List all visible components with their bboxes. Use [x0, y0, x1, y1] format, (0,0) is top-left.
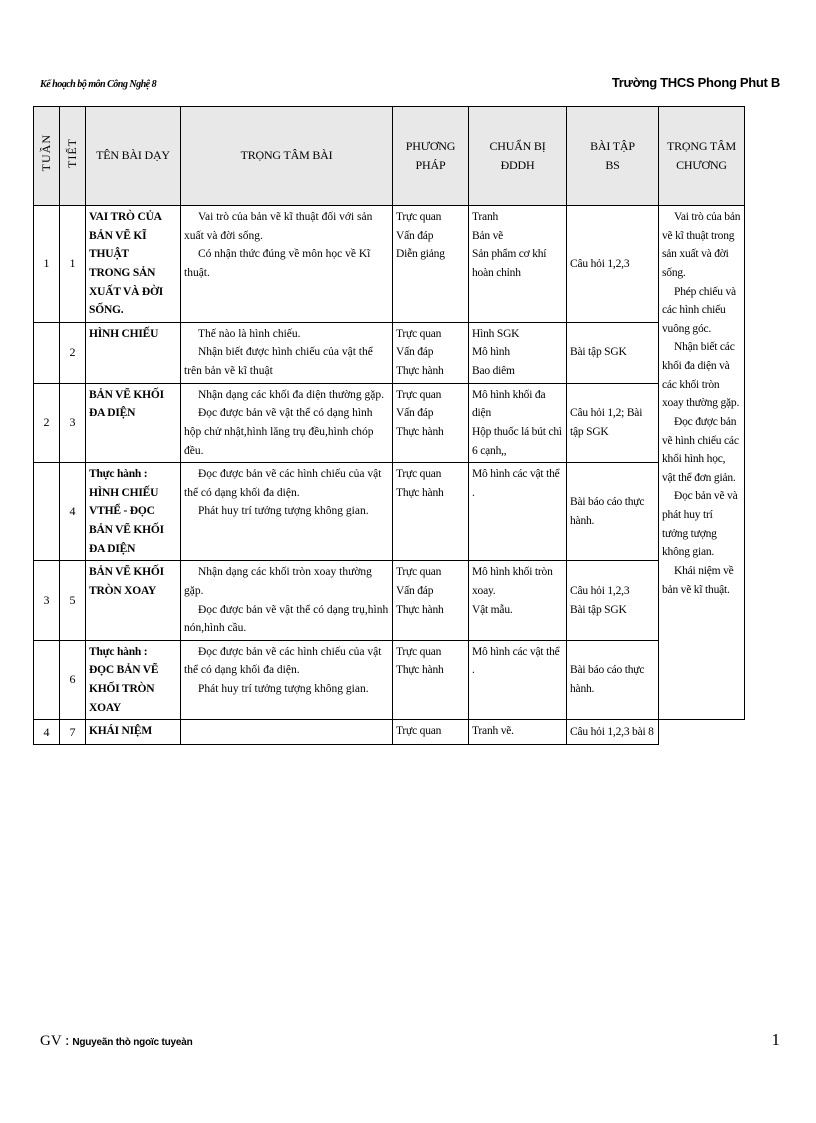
cell-chuan-bi: Mô hình các vật thể .	[469, 640, 567, 720]
cell-phuong-phap: Trực quan Vấn đáp Thực hành	[393, 322, 469, 383]
cell-phuong-phap: Trực quan	[393, 720, 469, 745]
cell-tuan: 3	[34, 561, 60, 641]
cell-bai-tap: Câu hỏi 1,2,3	[567, 206, 659, 323]
column-header-tiet-label: TIẾT	[64, 137, 79, 168]
cell-trong-tam-bai: Nhận dạng các khối đa diện thường gặp. Đọc được bản vẽ vật thể có dạng hình hộp chử nhật,hình lăng trụ đều,hình chóp đều.	[181, 383, 393, 463]
cell-tiet: 1	[60, 206, 86, 323]
cell-ten-bai-day: Thực hành : ĐỌC BẢN VẼ KHỐI TRÒN XOAY	[86, 640, 181, 720]
cell-bai-tap: Bài báo cáo thực hành.	[567, 463, 659, 561]
cell-tuan	[34, 322, 60, 383]
cell-bai-tap: Câu hỏi 1,2,3 bài 8	[567, 720, 659, 745]
teacher-label: GV :	[40, 1033, 70, 1049]
cell-tuan: 4	[34, 720, 60, 745]
page-number: 1	[771, 1030, 780, 1049]
cell-chuan-bi: Tranh vẽ.	[469, 720, 567, 745]
cell-tiet: 7	[60, 720, 86, 745]
table-row	[34, 463, 745, 561]
cell-tiet: 6	[60, 640, 86, 720]
table-row	[34, 640, 745, 720]
header-school-name: Trường THCS Phong Phut B	[611, 75, 780, 90]
table-row	[34, 561, 745, 641]
cell-chuan-bi: Tranh Bản vẽ Sản phẩm cơ khí hoàn chỉnh	[469, 206, 567, 323]
table-row	[34, 720, 745, 745]
cell-ten-bai-day: BẢN VẼ KHỐI ĐA DIỆN	[86, 383, 181, 463]
column-header-trong-tam-chuong-line2: CHƯƠNG	[676, 158, 727, 172]
document-footer	[40, 1030, 780, 1050]
cell-chuan-bi: Mô hình các vật thể .	[469, 463, 567, 561]
cell-trong-tam-bai: Đọc được bản vẽ các hình chiếu của vật thể có dạng khối đa diện. Phát huy trí tưởng tượng không gian.	[181, 463, 393, 561]
document-header	[40, 66, 780, 90]
column-header-trong-tam-chuong-line1: TRỌNG TÂM	[667, 138, 736, 153]
cell-phuong-phap: Trực quan Vấn đáp Thực hành	[393, 383, 469, 463]
cell-tiet: 3	[60, 383, 86, 463]
cell-bai-tap: Bài báo cáo thực hành.	[567, 640, 659, 720]
column-header-tuan	[34, 107, 60, 206]
teacher-name: Nguyeãn thò ngoïc tuyeàn	[72, 1037, 193, 1048]
cell-ten-bai-day: HÌNH CHIẾU	[86, 322, 181, 383]
cell-tuan	[34, 463, 60, 561]
column-header-phuong-phap-line1: PHƯƠNG	[405, 138, 456, 153]
cell-phuong-phap: Trực quan Vấn đáp Diễn giảng	[393, 206, 469, 323]
table-header-row	[34, 107, 745, 206]
column-header-phuong-phap	[393, 107, 469, 206]
cell-trong-tam-bai: Đọc được bản vẽ các hình chiếu của vật thể có dạng khối đa diện. Phát huy trí tưởng tượng không gian.	[181, 640, 393, 720]
cell-tuan: 1	[34, 206, 60, 323]
table-row	[34, 322, 745, 383]
cell-ten-bai-day: Thực hành : HÌNH CHIẾU VTHỂ - ĐỌC BẢN VẼ KHỐI ĐA DIỆN	[86, 463, 181, 561]
column-header-bai-tap-line1: BÀI TẬP	[590, 138, 635, 153]
cell-bai-tap: Câu hỏi 1,2,3 Bài tập SGK	[567, 561, 659, 641]
cell-tiet: 2	[60, 322, 86, 383]
cell-tuan: 2	[34, 383, 60, 463]
column-header-tuan-label: TUẦN	[38, 134, 53, 172]
header-subject-title: Kế hoạch bộ môn Công Nghệ 8	[40, 78, 157, 90]
column-header-chuan-bi-line1: CHUẨN BỊ	[489, 138, 546, 153]
cell-trong-tam-bai	[181, 720, 393, 745]
cell-trong-tam-bai: Thế nào là hình chiếu. Nhận biết được hình chiếu của vật thể trên bản vẽ kĩ thuật	[181, 322, 393, 383]
cell-tiet: 5	[60, 561, 86, 641]
column-header-chuan-bi	[469, 107, 567, 206]
column-header-tiet	[60, 107, 86, 206]
cell-bai-tap: Câu hỏi 1,2; Bài tập SGK	[567, 383, 659, 463]
cell-ten-bai-day: VAI TRÒ CỦA BẢN VẼ KĨ THUẬT TRONG SẢN XUẤT VÀ ĐỜI SỐNG.	[86, 206, 181, 323]
column-header-bai-tap	[567, 107, 659, 206]
cell-phuong-phap: Trực quan Vấn đáp Thực hành	[393, 561, 469, 641]
cell-bai-tap: Bài tập SGK	[567, 322, 659, 383]
cell-trong-tam-bai: Vai trò của bản vẽ kĩ thuật đối với sản xuất và đời sống. Có nhận thức đúng về môn học về Kĩ thuật.	[181, 206, 393, 323]
cell-chuan-bi: Hình SGK Mô hình Bao diêm	[469, 322, 567, 383]
column-header-trong-tam-chuong	[659, 107, 745, 206]
teacher-name-block	[40, 1033, 193, 1050]
cell-tuan	[34, 640, 60, 720]
column-header-chuan-bi-line2: ĐDDH	[500, 158, 535, 172]
cell-trong-tam-chuong: Vai trò của bản vẽ kĩ thuật trong sản xuất và đời sống. Phép chiếu và các hình chiếu vuông góc. Nhận biết các khối đa diện và các khối tròn xoay thường gặp. Đọc được bản vẽ hình chiếu các khối hình học, vật thể đơn giản. Đọc bản vẽ và phát huy trí tưởng tượng không gian. Khái niệm về bản vẽ kĩ thuật.	[659, 206, 745, 720]
column-header-phuong-phap-line2: PHÁP	[415, 158, 446, 172]
cell-phuong-phap: Trực quan Thực hành	[393, 640, 469, 720]
column-header-ten-bai-day: TÊN BÀI DẠY	[86, 107, 181, 206]
lesson-plan-table	[33, 106, 745, 745]
column-header-trong-tam-bai: TRỌNG TÂM BÀI	[181, 107, 393, 206]
cell-ten-bai-day: KHÁI NIỆM	[86, 720, 181, 745]
cell-tiet: 4	[60, 463, 86, 561]
cell-trong-tam-bai: Nhận dạng các khối tròn xoay thường gặp. Đọc được bản vẽ vật thể có dạng trụ,hình nón,hình cầu.	[181, 561, 393, 641]
column-header-bai-tap-line2: BS	[605, 158, 620, 172]
cell-ten-bai-day: BẢN VẼ KHỐI TRÒN XOAY	[86, 561, 181, 641]
table-body	[34, 206, 745, 745]
table-row	[34, 206, 745, 323]
cell-chuan-bi: Mô hình khối tròn xoay. Vật mẫu.	[469, 561, 567, 641]
table-row	[34, 383, 745, 463]
cell-chuan-bi: Mô hình khối đa diện Hộp thuốc lá bút chì 6 cạnh,,	[469, 383, 567, 463]
cell-phuong-phap: Trực quan Thực hành	[393, 463, 469, 561]
